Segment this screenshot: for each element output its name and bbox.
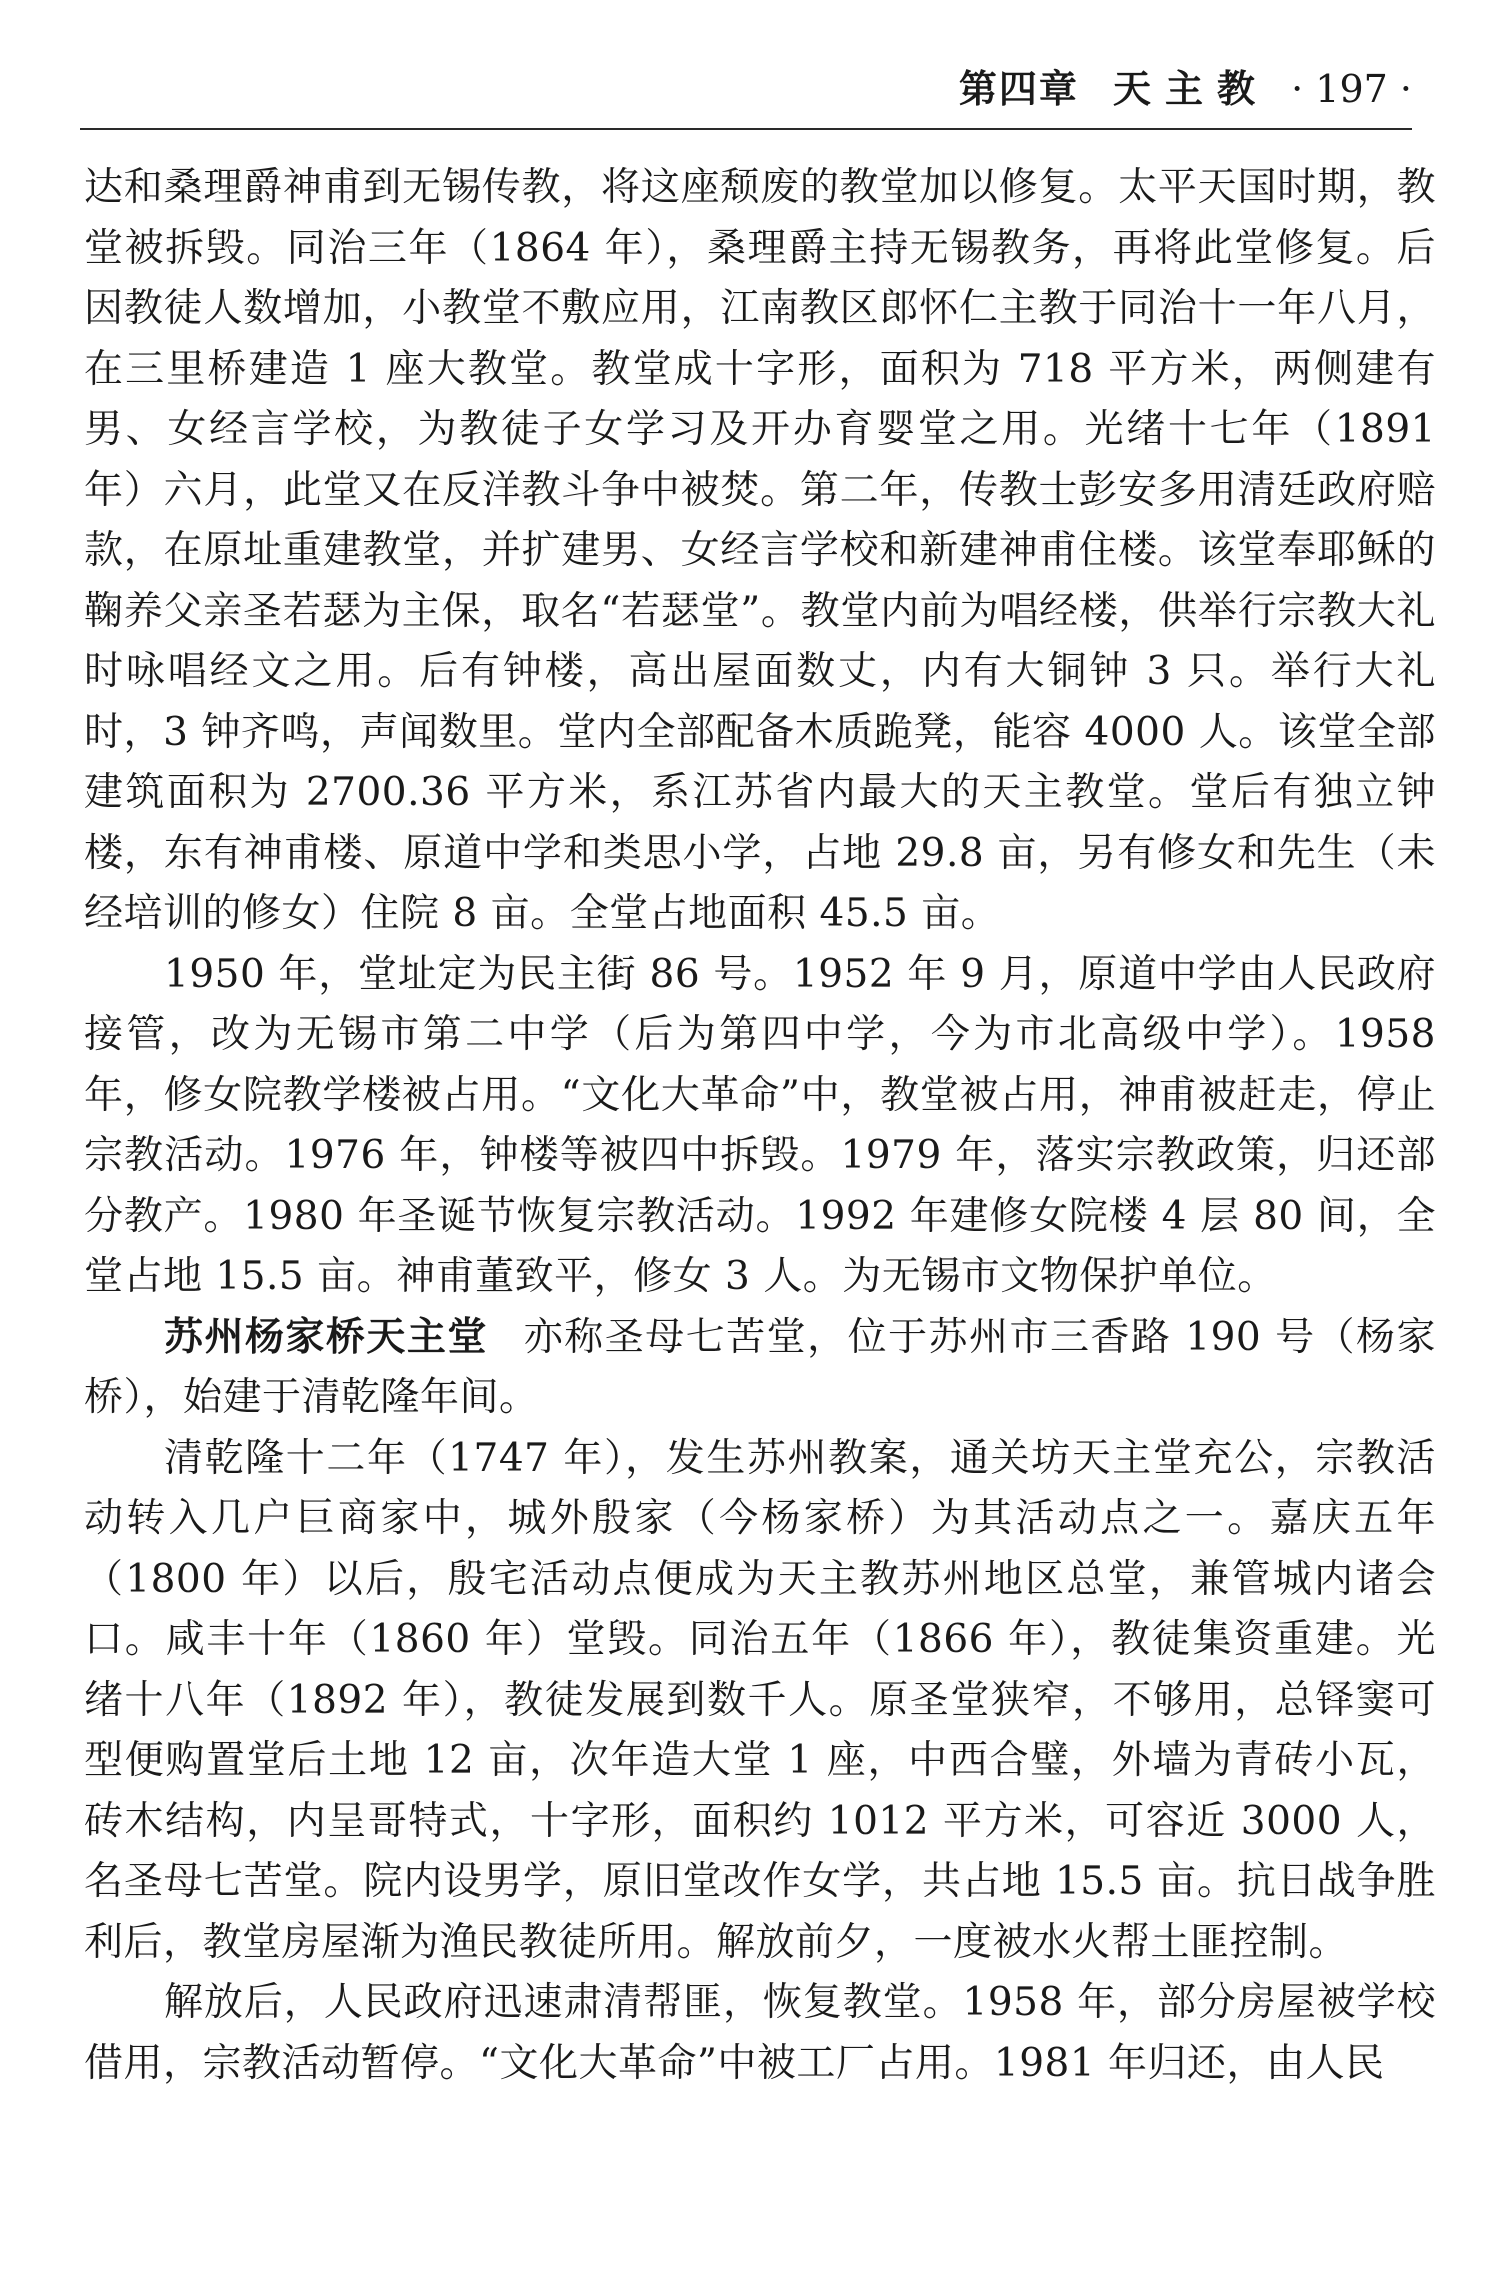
paragraph-wuxi-church-history bbox=[84, 158, 1436, 945]
paragraph-text: 1950 年，堂址定为民主街 86 号。1952 年 9 月，原道中学由人民政府接管，改为无锡市第二中学（后为第四中学，今为市北高级中学）。1958 年，修女院教学楼被占用。“文化大革命”中，教堂被占用，神甫被赶走，停止宗教活动。1976 年，钟楼等被四中拆毁。1979 年，落实宗教政策，归还部分教产。1980 年圣诞节恢复宗教活动。1992 年建修女院楼 4 层 80 间，全堂占地 15.5 亩。神甫董致平，修女 3 人。为无锡市文物保护单位。 bbox=[84, 951, 1436, 1299]
paragraph-wuxi-church-since-1950 bbox=[84, 945, 1436, 1308]
paragraph-text: 清乾隆十二年（1747 年），发生苏州教案，通关坊天主堂充公，宗教活动转入几户巨商家中，城外殷家（今杨家桥）为其活动点之一。嘉庆五年（1800 年）以后，殷宅活动点便成为天主教苏州地区总堂，兼管城内诸会口。咸丰十年（1860 年）堂毁。同治五年（1866 年），教徒集资重建。光绪十八年（1892 年），教徒发展到数千人。原圣堂狭窄，不够用，总铎窦可型便购置堂后土地 12 亩，次年造大堂 1 座，中西合璧，外墙为青砖小瓦，砖木结构，内呈哥特式，十字形，面积约 1012 平方米，可容近 3000 人，名圣母七苦堂。院内设男学，原旧堂改作女学，共占地 15.5 亩。抗日战争胜利后，教堂房屋渐为渔民教徒所用。解放前夕，一度被水火帮土匪控制。 bbox=[84, 1435, 1436, 1965]
chapter-title: 天主教 bbox=[1113, 67, 1270, 111]
paragraph-suzhou-yangjiaqiao-entry bbox=[84, 1308, 1436, 1429]
paragraph-text: 亦称圣母七苦堂，位于苏州市三香路 190 号（杨家桥），始建于清乾隆年间。 bbox=[84, 1314, 1436, 1420]
body-text bbox=[84, 158, 1436, 2094]
paragraph-text: 解放后，人民政府迅速肃清帮匪，恢复教堂。1958 年，部分房屋被学校借用，宗教活动暂停。“文化大革命”中被工厂占用。1981 年归还，由人民 bbox=[84, 1980, 1436, 2086]
paragraph-text: 达和桑理爵神甫到无锡传教，将这座颓废的教堂加以修复。太平天国时期，教堂被拆毁。同治三年（1864 年），桑理爵主持无锡教务，再将此堂修复。后因教徒人数增加，小教堂不敷应用，江南教区郎怀仁主教于同治十一年八月，在三里桥建造 1 座大教堂。教堂成十字形，面积为 718 平方米，两侧建有男、女经言学校，为教徒子女学习及开办育婴堂之用。光绪十七年（1891 年）六月，此堂又在反洋教斗争中被焚。第二年，传教士彭安多用清廷政府赔款，在原址重建教堂，并扩建男、女经言学校和新建神甫住楼。该堂奉耶稣的鞠养父亲圣若瑟为主保，取名“若瑟堂”。教堂内前为唱经楼，供举行宗教大礼时咏唱经文之用。后有钟楼，高出屋面数丈，内有大铜钟 3 只。举行大礼时，3 钟齐鸣，声闻数里。堂内全部配备木质跪凳，能容 4000 人。该堂全部建筑面积为 2700.36 平方米，系江苏省内最大的天主教堂。堂后有独立钟楼，东有神甫楼、原道中学和类思小学，占地 29.8 亩，另有修女和先生（未经培训的修女）住院 8 亩。全堂占地面积 45.5 亩。 bbox=[84, 165, 1436, 936]
running-head-text bbox=[959, 66, 1412, 112]
entry-title: 苏州杨家桥天主堂 bbox=[164, 1314, 488, 1360]
chapter-label: 第四章 bbox=[958, 67, 1079, 111]
paragraph-suzhou-church-history bbox=[84, 1429, 1436, 1974]
page-number: · 197 · bbox=[1291, 67, 1412, 111]
paragraph-suzhou-after-liberation bbox=[84, 1973, 1436, 2094]
running-head bbox=[80, 66, 1412, 130]
